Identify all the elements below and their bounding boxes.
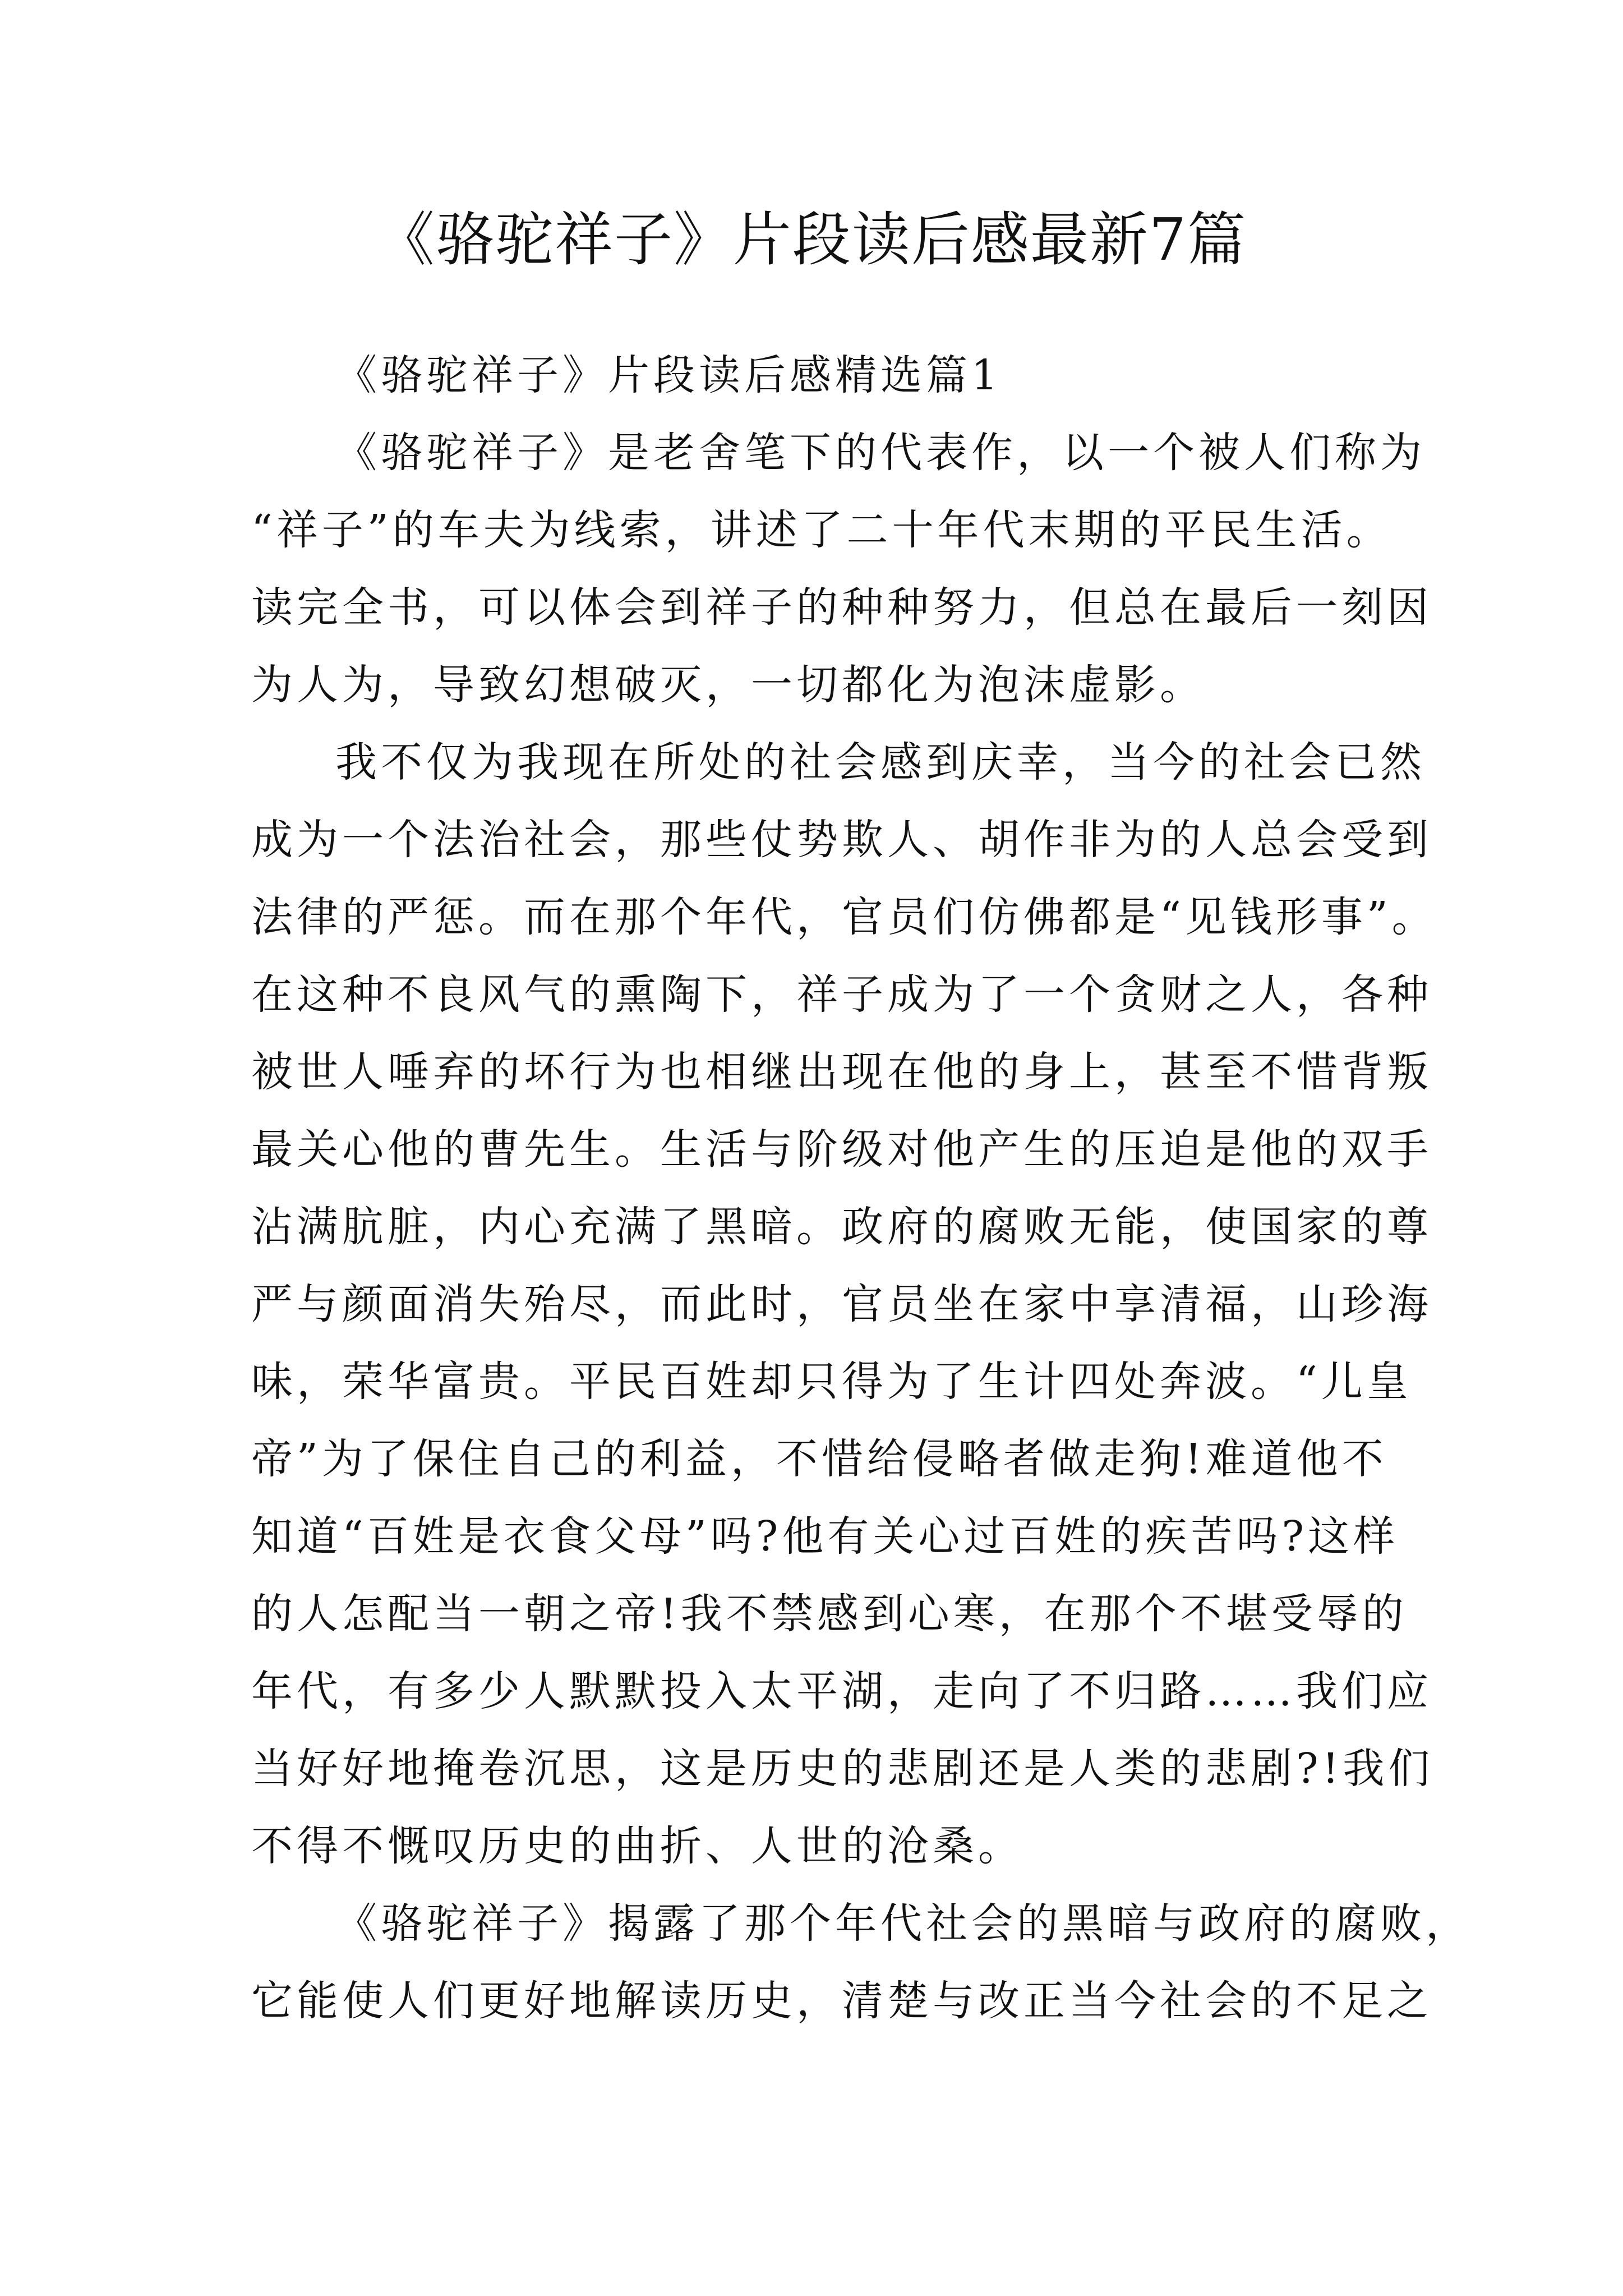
text-line: 味，荣华富贵。平民百姓却只得为了生计四处奔波。“儿皇 (251, 1358, 1412, 1406)
text-line: 读完全书，可以体会到祥子的种种努力，但总在最后一刻因 (251, 583, 1432, 632)
text-line: 法律的严惩。而在那个年代，官员们仿佛都是“见钱形事”。 (251, 893, 1437, 941)
text-line: 沾满肮脏，内心充满了黑暗。政府的腐败无能，使国家的尊 (251, 1203, 1432, 1251)
text-line: 知道“百姓是衣食父母”吗?他有关心过百姓的疾苦吗?这样 (251, 1512, 1399, 1561)
text-line: 的人怎配当一朝之帝!我不禁感到心寒，在那个不堪受辱的 (251, 1590, 1408, 1638)
text-line: 严与颜面消失殆尽，而此时，官员坐在家中享清福，山珍海 (251, 1280, 1432, 1328)
text-line: 成为一个法治社会，那些仗势欺人、胡作非为的人总会受到 (251, 816, 1432, 864)
text-line: 《骆驼祥子》片段读后感精选篇1 (335, 351, 1002, 399)
text-line: 为人为，导致幻想破灭，一切都化为泡沫虚影。 (251, 661, 1205, 709)
text-line: 帝”为了保住自己的利益，不惜给侵略者做走狗!难道他不 (251, 1435, 1387, 1483)
text-line: 当好好地掩卷沉思，这是历史的悲剧还是人类的悲剧?!我们 (251, 1745, 1434, 1793)
text-line: “祥子”的车夫为线索，讲述了二十年代末期的平民生活。 (251, 506, 1392, 554)
text-line: 不得不慨叹历史的曲折、人世的沧桑。 (251, 1822, 1023, 1870)
text-line: 年代，有多少人默默投入太平湖，走向了不归路……我们应 (251, 1667, 1432, 1715)
text-line: 《骆驼祥子》是老舍笔下的代表作，以一个被人们称为 (335, 429, 1426, 477)
document-title: 《骆驼祥子》片段读后感最新7篇 (376, 205, 1247, 274)
text-line: 在这种不良风气的熏陶下，祥子成为了一个贪财之人，各种 (251, 970, 1432, 1019)
text-line: 《骆驼祥子》揭露了那个年代社会的黑暗与政府的腐败， (335, 1899, 1471, 1948)
text-line: 最关心他的曹先生。生活与阶级对他产生的压迫是他的双手 (251, 1125, 1432, 1174)
document-body (251, 337, 1471, 2040)
text-line: 我不仅为我现在所处的社会感到庆幸，当今的社会已然 (335, 738, 1426, 786)
text-line: 它能使人们更好地解读历史，清楚与改正当今社会的不足之 (251, 1977, 1432, 2025)
text-line: 被世人唾弃的坏行为也相继出现在他的身上，甚至不惜背叛 (251, 1048, 1432, 1096)
